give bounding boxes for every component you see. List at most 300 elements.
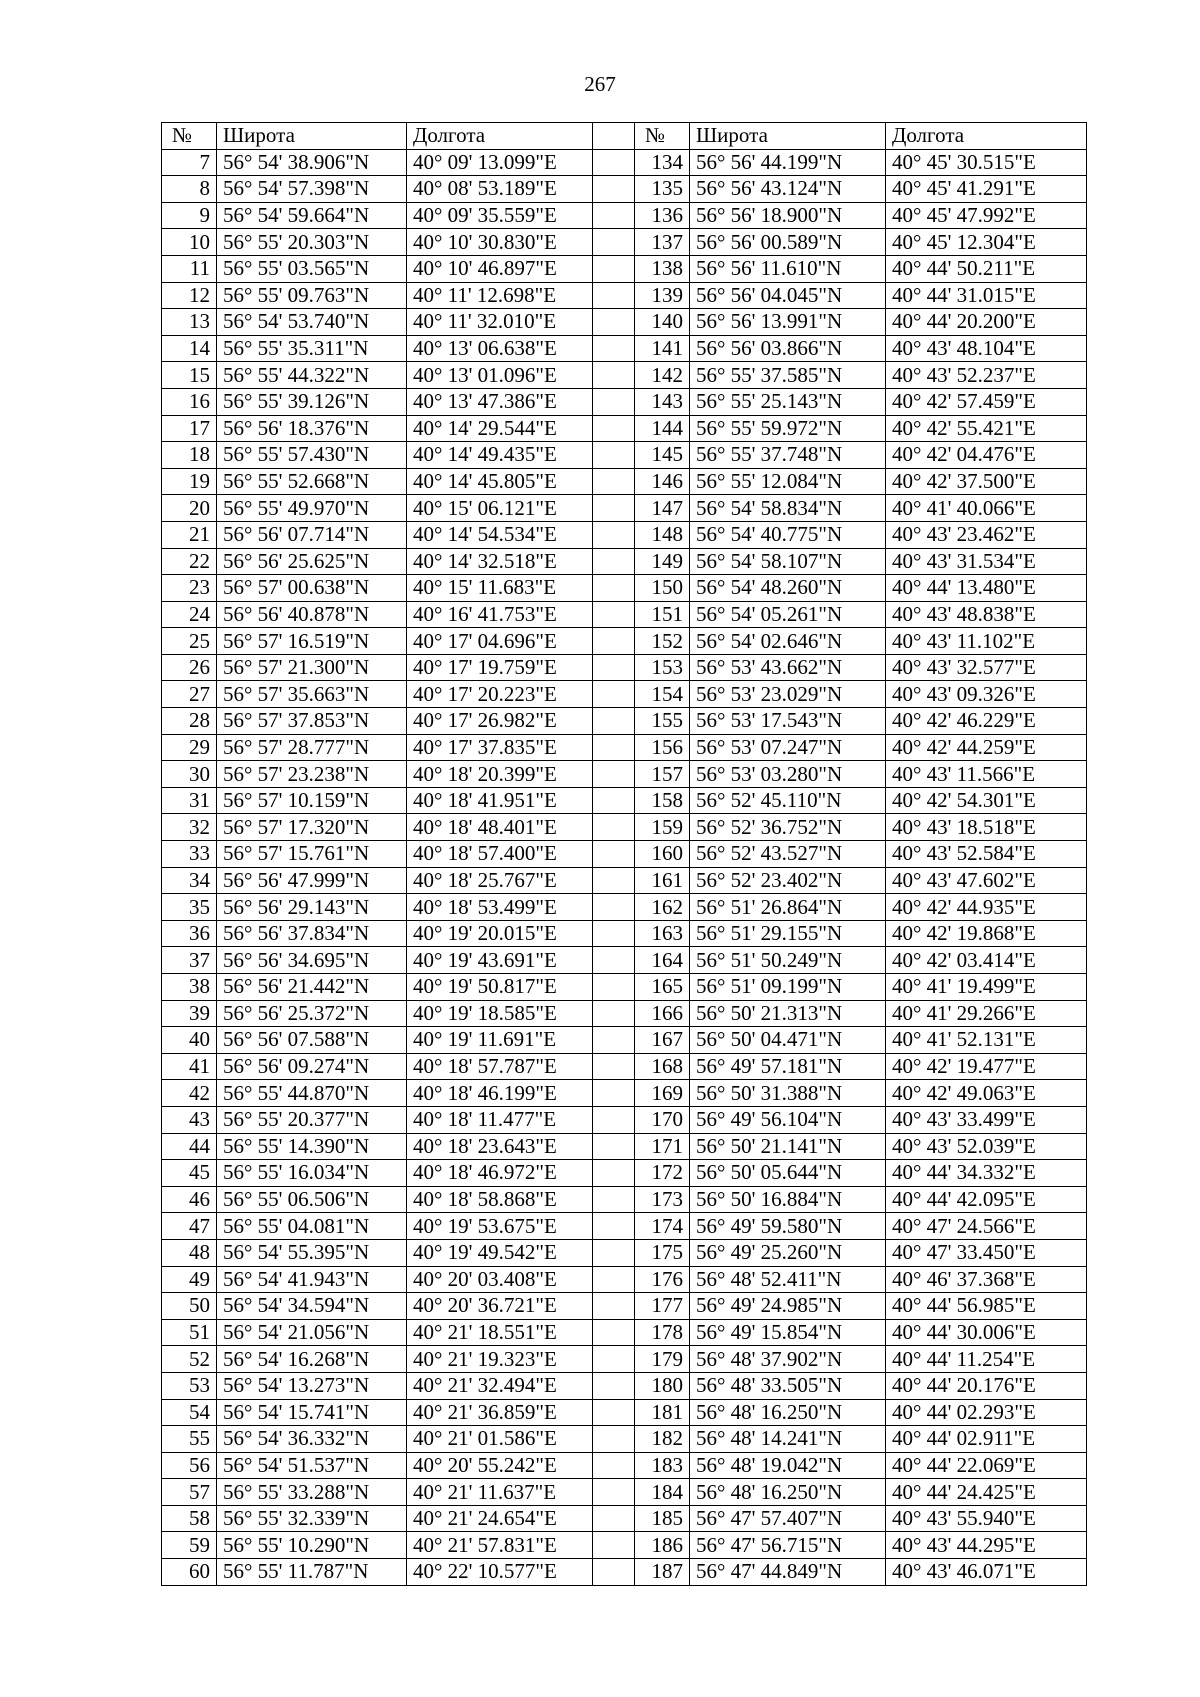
table-row: [162, 974, 1087, 1001]
longitude-cell: 40° 42' 37.500"E: [886, 468, 1087, 495]
longitude-cell: 40° 43' 47.602"E: [886, 867, 1087, 894]
point-number: 36: [162, 920, 217, 947]
longitude-cell: 40° 11' 12.698"E: [407, 282, 593, 309]
longitude-cell: 40° 43' 55.940"E: [886, 1505, 1087, 1532]
table-row: [162, 761, 1087, 788]
longitude-cell: 40° 43' 11.566"E: [886, 761, 1087, 788]
gap-cell: [593, 1133, 635, 1160]
table-row: [162, 1133, 1087, 1160]
point-number: 28: [162, 708, 217, 735]
longitude-cell: 40° 21' 24.654"E: [407, 1505, 593, 1532]
point-number: 166: [635, 1000, 690, 1027]
point-number: 161: [635, 867, 690, 894]
longitude-cell: 40° 21' 19.323"E: [407, 1346, 593, 1373]
point-number: 25: [162, 628, 217, 655]
point-number: 165: [635, 974, 690, 1001]
table-row: [162, 495, 1087, 522]
gap-cell: [593, 362, 635, 389]
point-number: 172: [635, 1160, 690, 1187]
point-number: 59: [162, 1532, 217, 1559]
gap-cell: [593, 601, 635, 628]
table-row: [162, 681, 1087, 708]
latitude-cell: 56° 56' 25.372"N: [217, 1000, 407, 1027]
longitude-cell: 40° 17' 37.835"E: [407, 734, 593, 761]
longitude-cell: 40° 15' 11.683"E: [407, 575, 593, 602]
longitude-cell: 40° 19' 50.817"E: [407, 974, 593, 1001]
longitude-cell: 40° 22' 10.577"E: [407, 1559, 593, 1586]
point-number: 155: [635, 708, 690, 735]
point-number: 49: [162, 1266, 217, 1293]
longitude-cell: 40° 44' 11.254"E: [886, 1346, 1087, 1373]
longitude-cell: 40° 21' 11.637"E: [407, 1479, 593, 1506]
longitude-cell: 40° 20' 36.721"E: [407, 1293, 593, 1320]
point-number: 50: [162, 1293, 217, 1320]
gap-cell: [593, 176, 635, 203]
gap-cell: [593, 894, 635, 921]
point-number: 149: [635, 548, 690, 575]
point-number: 185: [635, 1505, 690, 1532]
longitude-cell: 40° 14' 29.544"E: [407, 415, 593, 442]
latitude-cell: 56° 53' 17.543"N: [690, 708, 886, 735]
point-number: 32: [162, 814, 217, 841]
longitude-cell: 40° 21' 36.859"E: [407, 1399, 593, 1426]
longitude-cell: 40° 42' 57.459"E: [886, 388, 1087, 415]
longitude-cell: 40° 18' 20.399"E: [407, 761, 593, 788]
latitude-cell: 56° 51' 26.864"N: [690, 894, 886, 921]
gap-cell: [593, 654, 635, 681]
longitude-cell: 40° 21' 01.586"E: [407, 1426, 593, 1453]
longitude-cell: 40° 42' 03.414"E: [886, 947, 1087, 974]
table-row: [162, 947, 1087, 974]
point-number: 147: [635, 495, 690, 522]
table-row: [162, 814, 1087, 841]
point-number: 135: [635, 176, 690, 203]
longitude-cell: 40° 19' 53.675"E: [407, 1213, 593, 1240]
latitude-cell: 56° 52' 43.527"N: [690, 841, 886, 868]
point-number: 27: [162, 681, 217, 708]
longitude-cell: 40° 13' 47.386"E: [407, 388, 593, 415]
latitude-cell: 56° 56' 37.834"N: [217, 920, 407, 947]
latitude-cell: 56° 55' 49.970"N: [217, 495, 407, 522]
table-row: [162, 601, 1087, 628]
longitude-cell: 40° 13' 01.096"E: [407, 362, 593, 389]
point-number: 26: [162, 654, 217, 681]
longitude-cell: 40° 18' 23.643"E: [407, 1133, 593, 1160]
latitude-cell: 56° 56' 13.991"N: [690, 309, 886, 336]
gap-cell: [593, 681, 635, 708]
point-number: 152: [635, 628, 690, 655]
gap-cell: [593, 867, 635, 894]
point-number: 138: [635, 255, 690, 282]
point-number: 162: [635, 894, 690, 921]
longitude-cell: 40° 18' 57.400"E: [407, 841, 593, 868]
gap-cell: [593, 255, 635, 282]
point-number: 18: [162, 442, 217, 469]
table-header-row: [162, 123, 1087, 150]
coordinates-table: [161, 122, 1087, 1586]
gap-cell: [593, 920, 635, 947]
longitude-cell: 40° 42' 54.301"E: [886, 787, 1087, 814]
latitude-cell: 56° 56' 07.588"N: [217, 1027, 407, 1054]
table-row: [162, 255, 1087, 282]
table-row: [162, 1027, 1087, 1054]
longitude-cell: 40° 42' 19.868"E: [886, 920, 1087, 947]
gap-cell: [593, 1505, 635, 1532]
latitude-cell: 56° 55' 59.972"N: [690, 415, 886, 442]
point-number: 33: [162, 841, 217, 868]
latitude-cell: 56° 48' 33.505"N: [690, 1372, 886, 1399]
table-row: [162, 282, 1087, 309]
header-latitude: Широта: [217, 123, 407, 150]
point-number: 158: [635, 787, 690, 814]
point-number: 56: [162, 1452, 217, 1479]
point-number: 29: [162, 734, 217, 761]
gap-cell: [593, 841, 635, 868]
point-number: 177: [635, 1293, 690, 1320]
latitude-cell: 56° 56' 21.442"N: [217, 974, 407, 1001]
point-number: 167: [635, 1027, 690, 1054]
latitude-cell: 56° 49' 57.181"N: [690, 1053, 886, 1080]
latitude-cell: 56° 56' 29.143"N: [217, 894, 407, 921]
table-row: [162, 362, 1087, 389]
latitude-cell: 56° 48' 19.042"N: [690, 1452, 886, 1479]
table-row: [162, 708, 1087, 735]
latitude-cell: 56° 56' 25.625"N: [217, 548, 407, 575]
longitude-cell: 40° 43' 18.518"E: [886, 814, 1087, 841]
longitude-cell: 40° 18' 57.787"E: [407, 1053, 593, 1080]
latitude-cell: 56° 55' 32.339"N: [217, 1505, 407, 1532]
point-number: 173: [635, 1186, 690, 1213]
point-number: 52: [162, 1346, 217, 1373]
gap-cell: [593, 468, 635, 495]
latitude-cell: 56° 54' 05.261"N: [690, 601, 886, 628]
latitude-cell: 56° 51' 50.249"N: [690, 947, 886, 974]
latitude-cell: 56° 54' 53.740"N: [217, 309, 407, 336]
longitude-cell: 40° 18' 53.499"E: [407, 894, 593, 921]
latitude-cell: 56° 55' 33.288"N: [217, 1479, 407, 1506]
latitude-cell: 56° 50' 31.388"N: [690, 1080, 886, 1107]
table-row: [162, 628, 1087, 655]
latitude-cell: 56° 56' 03.866"N: [690, 335, 886, 362]
longitude-cell: 40° 20' 55.242"E: [407, 1452, 593, 1479]
point-number: 35: [162, 894, 217, 921]
table-row: [162, 654, 1087, 681]
gap-cell: [593, 1532, 635, 1559]
gap-cell: [593, 628, 635, 655]
longitude-cell: 40° 19' 11.691"E: [407, 1027, 593, 1054]
table-row: [162, 1106, 1087, 1133]
gap-cell: [593, 787, 635, 814]
longitude-cell: 40° 44' 13.480"E: [886, 575, 1087, 602]
point-number: 148: [635, 521, 690, 548]
point-number: 46: [162, 1186, 217, 1213]
point-number: 141: [635, 335, 690, 362]
point-number: 45: [162, 1160, 217, 1187]
longitude-cell: 40° 43' 48.838"E: [886, 601, 1087, 628]
latitude-cell: 56° 56' 18.376"N: [217, 415, 407, 442]
point-number: 24: [162, 601, 217, 628]
longitude-cell: 40° 41' 52.131"E: [886, 1027, 1087, 1054]
longitude-cell: 40° 45' 12.304"E: [886, 229, 1087, 256]
latitude-cell: 56° 49' 25.260"N: [690, 1239, 886, 1266]
longitude-cell: 40° 44' 31.015"E: [886, 282, 1087, 309]
gap-cell: [593, 1000, 635, 1027]
gap-cell: [593, 442, 635, 469]
latitude-cell: 56° 55' 37.585"N: [690, 362, 886, 389]
point-number: 40: [162, 1027, 217, 1054]
table-row: [162, 1000, 1087, 1027]
point-number: 136: [635, 202, 690, 229]
latitude-cell: 56° 57' 17.320"N: [217, 814, 407, 841]
latitude-cell: 56° 55' 16.034"N: [217, 1160, 407, 1187]
longitude-cell: 40° 21' 18.551"E: [407, 1319, 593, 1346]
longitude-cell: 40° 14' 49.435"E: [407, 442, 593, 469]
longitude-cell: 40° 18' 48.401"E: [407, 814, 593, 841]
point-number: 47: [162, 1213, 217, 1240]
point-number: 48: [162, 1239, 217, 1266]
table-row: [162, 1372, 1087, 1399]
longitude-cell: 40° 42' 49.063"E: [886, 1080, 1087, 1107]
point-number: 43: [162, 1106, 217, 1133]
longitude-cell: 40° 15' 06.121"E: [407, 495, 593, 522]
gap-cell: [593, 1293, 635, 1320]
latitude-cell: 56° 55' 25.143"N: [690, 388, 886, 415]
table-row: [162, 894, 1087, 921]
table-row: [162, 1452, 1087, 1479]
table-row: [162, 1399, 1087, 1426]
gap-cell: [593, 761, 635, 788]
table-row: [162, 468, 1087, 495]
longitude-cell: 40° 13' 06.638"E: [407, 335, 593, 362]
gap-cell: [593, 575, 635, 602]
latitude-cell: 56° 50' 05.644"N: [690, 1160, 886, 1187]
point-number: 142: [635, 362, 690, 389]
point-number: 42: [162, 1080, 217, 1107]
longitude-cell: 40° 46' 37.368"E: [886, 1266, 1087, 1293]
table-body: [162, 149, 1087, 1585]
table-row: [162, 149, 1087, 176]
latitude-cell: 56° 55' 35.311"N: [217, 335, 407, 362]
gap-cell: [593, 1452, 635, 1479]
longitude-cell: 40° 16' 41.753"E: [407, 601, 593, 628]
longitude-cell: 40° 43' 52.584"E: [886, 841, 1087, 868]
point-number: 54: [162, 1399, 217, 1426]
longitude-cell: 40° 14' 54.534"E: [407, 521, 593, 548]
gap-cell: [593, 1319, 635, 1346]
gap-cell: [593, 521, 635, 548]
gap-cell: [593, 202, 635, 229]
longitude-cell: 40° 08' 53.189"E: [407, 176, 593, 203]
table-row: [162, 1505, 1087, 1532]
latitude-cell: 56° 56' 09.274"N: [217, 1053, 407, 1080]
point-number: 30: [162, 761, 217, 788]
gap-cell: [593, 814, 635, 841]
longitude-cell: 40° 43' 11.102"E: [886, 628, 1087, 655]
point-number: 146: [635, 468, 690, 495]
gap-cell: [593, 495, 635, 522]
latitude-cell: 56° 55' 20.303"N: [217, 229, 407, 256]
longitude-cell: 40° 44' 50.211"E: [886, 255, 1087, 282]
gap-cell: [593, 548, 635, 575]
longitude-cell: 40° 44' 42.095"E: [886, 1186, 1087, 1213]
point-number: 178: [635, 1319, 690, 1346]
latitude-cell: 56° 57' 15.761"N: [217, 841, 407, 868]
latitude-cell: 56° 55' 14.390"N: [217, 1133, 407, 1160]
latitude-cell: 56° 54' 34.594"N: [217, 1293, 407, 1320]
latitude-cell: 56° 48' 14.241"N: [690, 1426, 886, 1453]
table-row: [162, 1080, 1087, 1107]
latitude-cell: 56° 51' 09.199"N: [690, 974, 886, 1001]
longitude-cell: 40° 44' 22.069"E: [886, 1452, 1087, 1479]
latitude-cell: 56° 57' 35.663"N: [217, 681, 407, 708]
latitude-cell: 56° 52' 23.402"N: [690, 867, 886, 894]
longitude-cell: 40° 19' 20.015"E: [407, 920, 593, 947]
gap-cell: [593, 1186, 635, 1213]
longitude-cell: 40° 42' 44.259"E: [886, 734, 1087, 761]
point-number: 38: [162, 974, 217, 1001]
point-number: 164: [635, 947, 690, 974]
latitude-cell: 56° 55' 39.126"N: [217, 388, 407, 415]
longitude-cell: 40° 47' 24.566"E: [886, 1213, 1087, 1240]
table-row: [162, 415, 1087, 442]
point-number: 182: [635, 1426, 690, 1453]
gap-cell: [593, 1053, 635, 1080]
latitude-cell: 56° 55' 11.787"N: [217, 1559, 407, 1586]
latitude-cell: 56° 53' 03.280"N: [690, 761, 886, 788]
latitude-cell: 56° 49' 15.854"N: [690, 1319, 886, 1346]
longitude-cell: 40° 19' 43.691"E: [407, 947, 593, 974]
latitude-cell: 56° 53' 43.662"N: [690, 654, 886, 681]
point-number: 168: [635, 1053, 690, 1080]
latitude-cell: 56° 55' 12.084"N: [690, 468, 886, 495]
longitude-cell: 40° 43' 33.499"E: [886, 1106, 1087, 1133]
point-number: 23: [162, 575, 217, 602]
table-row: [162, 1160, 1087, 1187]
table-row: [162, 841, 1087, 868]
point-number: 57: [162, 1479, 217, 1506]
table-row: [162, 867, 1087, 894]
point-number: 22: [162, 548, 217, 575]
latitude-cell: 56° 55' 37.748"N: [690, 442, 886, 469]
latitude-cell: 56° 55' 52.668"N: [217, 468, 407, 495]
point-number: 12: [162, 282, 217, 309]
table-row: [162, 1426, 1087, 1453]
latitude-cell: 56° 57' 23.238"N: [217, 761, 407, 788]
latitude-cell: 56° 56' 34.695"N: [217, 947, 407, 974]
latitude-cell: 56° 47' 44.849"N: [690, 1559, 886, 1586]
table-row: [162, 335, 1087, 362]
longitude-cell: 40° 20' 03.408"E: [407, 1266, 593, 1293]
longitude-cell: 40° 44' 24.425"E: [886, 1479, 1087, 1506]
gap-cell: [593, 947, 635, 974]
longitude-cell: 40° 18' 11.477"E: [407, 1106, 593, 1133]
longitude-cell: 40° 43' 48.104"E: [886, 335, 1087, 362]
latitude-cell: 56° 54' 41.943"N: [217, 1266, 407, 1293]
gap-cell: [593, 708, 635, 735]
latitude-cell: 56° 54' 02.646"N: [690, 628, 886, 655]
latitude-cell: 56° 54' 40.775"N: [690, 521, 886, 548]
gap-cell: [593, 1426, 635, 1453]
point-number: 134: [635, 149, 690, 176]
longitude-cell: 40° 42' 44.935"E: [886, 894, 1087, 921]
latitude-cell: 56° 51' 29.155"N: [690, 920, 886, 947]
latitude-cell: 56° 57' 21.300"N: [217, 654, 407, 681]
point-number: 171: [635, 1133, 690, 1160]
header-longitude: Долгота: [886, 123, 1087, 150]
point-number: 8: [162, 176, 217, 203]
longitude-cell: 40° 42' 46.229"E: [886, 708, 1087, 735]
point-number: 143: [635, 388, 690, 415]
latitude-cell: 56° 57' 37.853"N: [217, 708, 407, 735]
longitude-cell: 40° 45' 47.992"E: [886, 202, 1087, 229]
point-number: 140: [635, 309, 690, 336]
longitude-cell: 40° 18' 46.199"E: [407, 1080, 593, 1107]
point-number: 53: [162, 1372, 217, 1399]
table-row: [162, 1186, 1087, 1213]
latitude-cell: 56° 47' 56.715"N: [690, 1532, 886, 1559]
point-number: 14: [162, 335, 217, 362]
latitude-cell: 56° 55' 57.430"N: [217, 442, 407, 469]
longitude-cell: 40° 19' 18.585"E: [407, 1000, 593, 1027]
longitude-cell: 40° 43' 44.295"E: [886, 1532, 1087, 1559]
latitude-cell: 56° 57' 16.519"N: [217, 628, 407, 655]
point-number: 157: [635, 761, 690, 788]
table-row: [162, 1346, 1087, 1373]
point-number: 51: [162, 1319, 217, 1346]
latitude-cell: 56° 54' 58.107"N: [690, 548, 886, 575]
point-number: 159: [635, 814, 690, 841]
latitude-cell: 56° 56' 43.124"N: [690, 176, 886, 203]
point-number: 151: [635, 601, 690, 628]
point-number: 160: [635, 841, 690, 868]
longitude-cell: 40° 17' 20.223"E: [407, 681, 593, 708]
gap-cell: [593, 1239, 635, 1266]
table-row: [162, 521, 1087, 548]
longitude-cell: 40° 42' 04.476"E: [886, 442, 1087, 469]
point-number: 34: [162, 867, 217, 894]
longitude-cell: 40° 21' 32.494"E: [407, 1372, 593, 1399]
page-number: 267: [584, 72, 616, 96]
latitude-cell: 56° 54' 55.395"N: [217, 1239, 407, 1266]
gap-cell: [593, 734, 635, 761]
longitude-cell: 40° 18' 58.868"E: [407, 1186, 593, 1213]
latitude-cell: 56° 56' 18.900"N: [690, 202, 886, 229]
point-number: 174: [635, 1213, 690, 1240]
point-number: 15: [162, 362, 217, 389]
point-number: 20: [162, 495, 217, 522]
header-gap: [593, 123, 635, 150]
latitude-cell: 56° 55' 06.506"N: [217, 1186, 407, 1213]
point-number: 21: [162, 521, 217, 548]
gap-cell: [593, 1160, 635, 1187]
point-number: 19: [162, 468, 217, 495]
longitude-cell: 40° 44' 20.200"E: [886, 309, 1087, 336]
longitude-cell: 40° 44' 02.911"E: [886, 1426, 1087, 1453]
latitude-cell: 56° 48' 37.902"N: [690, 1346, 886, 1373]
gap-cell: [593, 1106, 635, 1133]
latitude-cell: 56° 55' 20.377"N: [217, 1106, 407, 1133]
longitude-cell: 40° 45' 30.515"E: [886, 149, 1087, 176]
longitude-cell: 40° 41' 29.266"E: [886, 1000, 1087, 1027]
latitude-cell: 56° 56' 04.045"N: [690, 282, 886, 309]
latitude-cell: 56° 57' 10.159"N: [217, 787, 407, 814]
latitude-cell: 56° 52' 45.110"N: [690, 787, 886, 814]
longitude-cell: 40° 43' 46.071"E: [886, 1559, 1087, 1586]
gap-cell: [593, 388, 635, 415]
point-number: 41: [162, 1053, 217, 1080]
gap-cell: [593, 1479, 635, 1506]
longitude-cell: 40° 44' 30.006"E: [886, 1319, 1087, 1346]
